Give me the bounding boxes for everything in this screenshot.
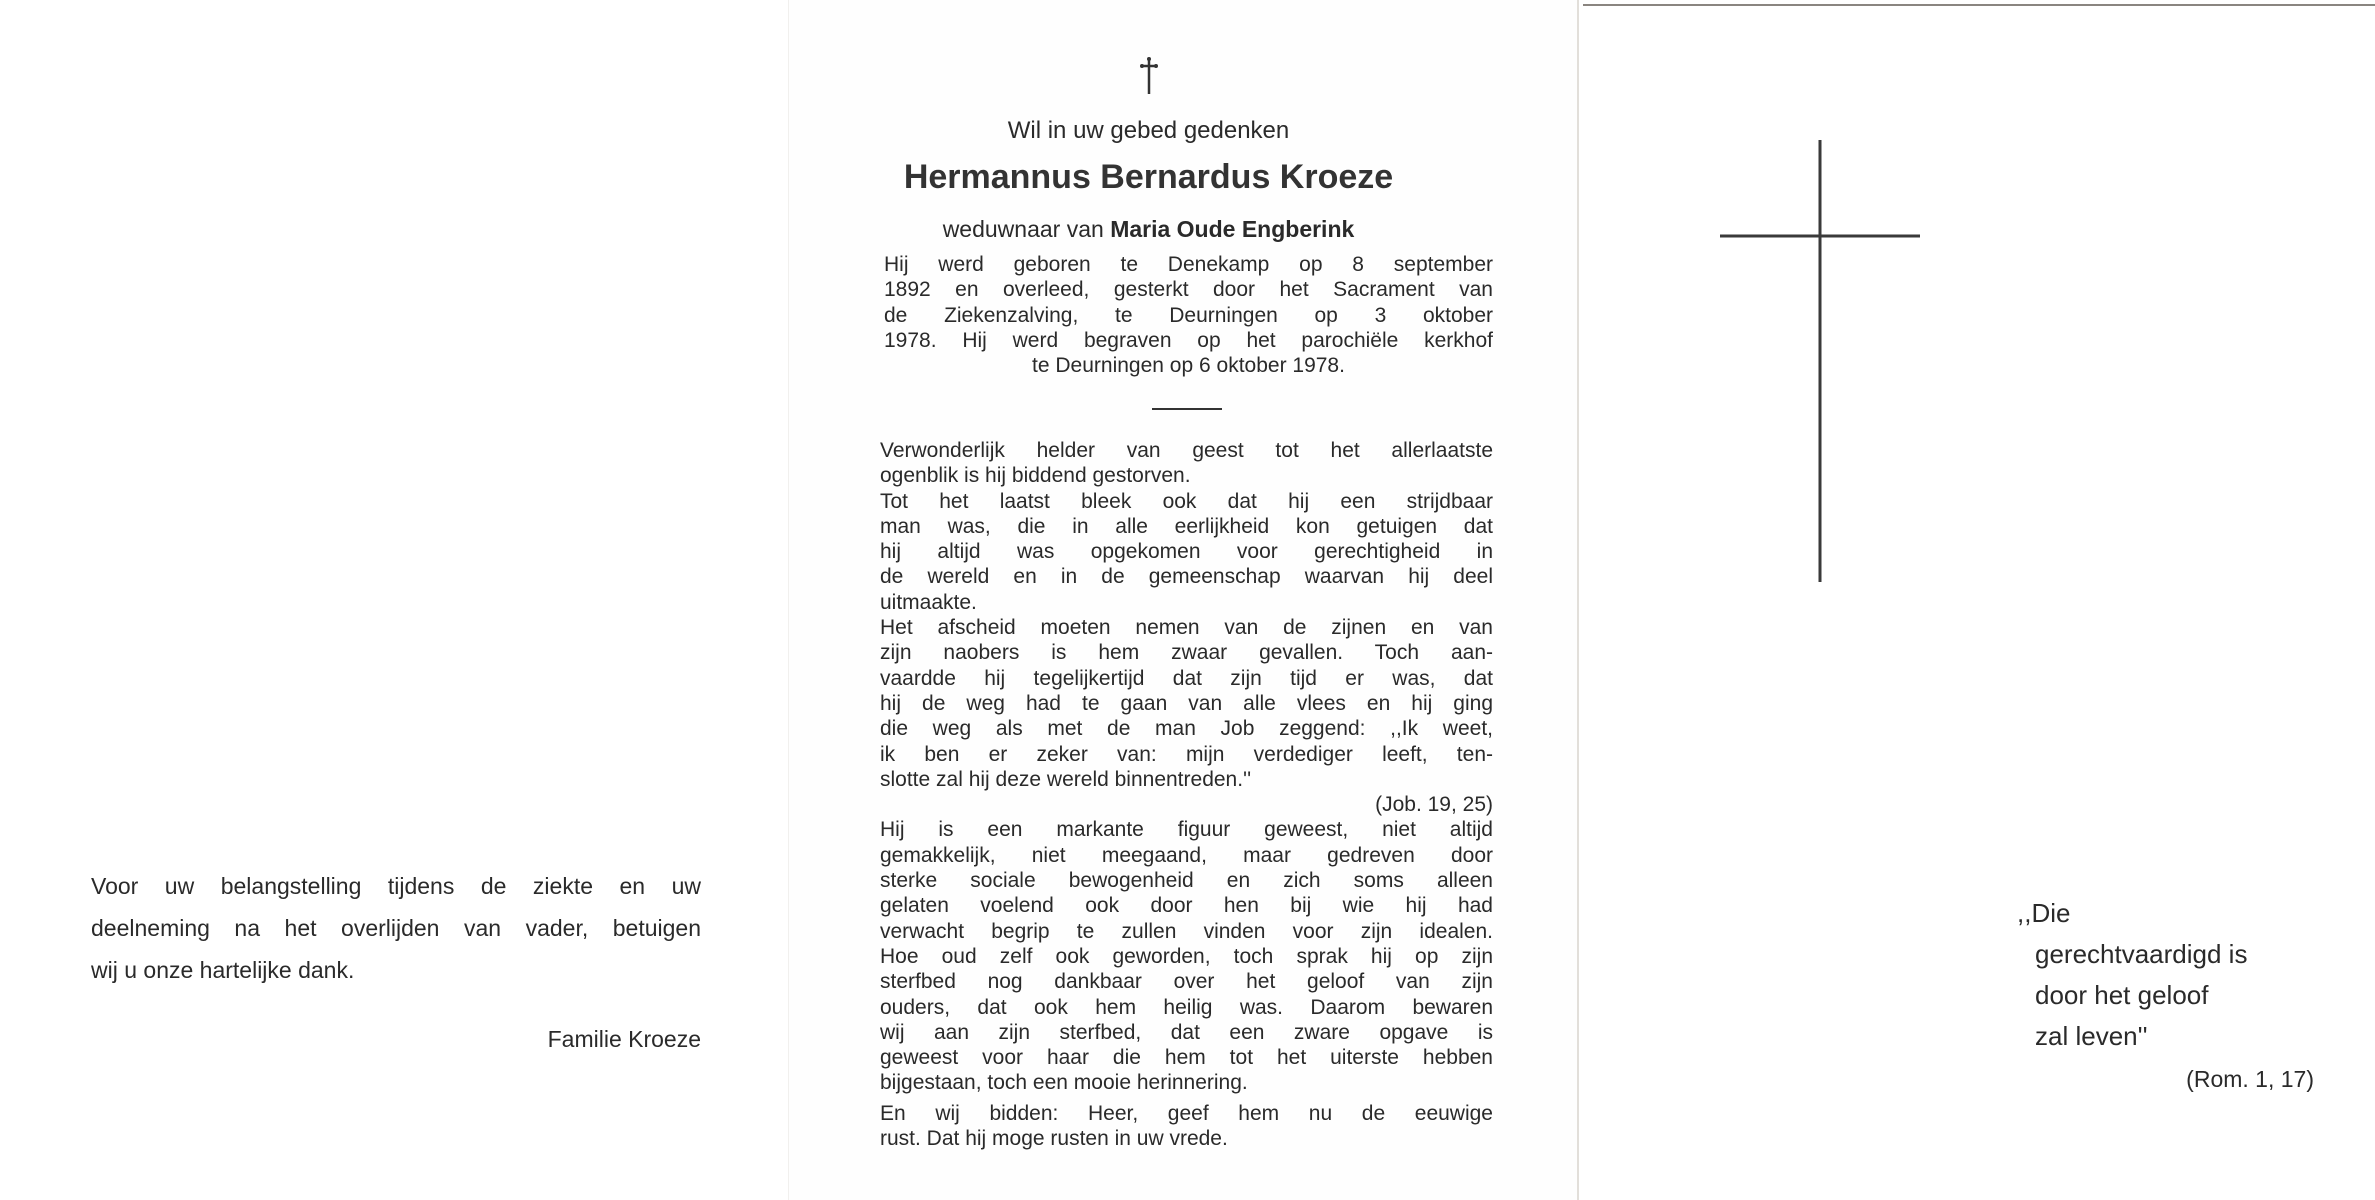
top-edge-line [1583, 4, 2375, 6]
thanks-line: Voor uw belangstelling tijdens de ziekte en uw [91, 873, 701, 899]
intro-text: Wil in uw gebed gedenken [1007, 117, 1290, 144]
body-line: sterfbed nog dankbaar over het geloof van zijn [880, 970, 1493, 994]
bio-line: de Ziekenzalving, te Deurningen op 3 oktober [884, 303, 1493, 327]
body-line: Hij is een markante figuur geweest, niet altijd [880, 818, 1493, 842]
body-line: verwacht begrip te zullen vinden voor zijn idealen. [880, 919, 1493, 943]
spouse-name: Maria Oude Engberink [1110, 216, 1355, 242]
body-line: hij altijd was opgekomen voor gerechtigheid in [880, 540, 1493, 564]
family-signature: Familie Kroeze [547, 1026, 701, 1052]
body-line: Het afscheid moeten nemen van de zijnen en van [880, 616, 1493, 640]
body-line: ogenblik is hij biddend gestorven. [880, 464, 1191, 488]
prayer-line: En wij bidden: Heer, geef hem nu de eeuwige [880, 1101, 1493, 1125]
quote-line: gerechtvaardigd is [2035, 939, 2248, 969]
bio-line: te Deurningen op 6 oktober 1978. [1032, 354, 1345, 378]
body-line: Tot het laatst bleek ook dat hij een strijdbaar [880, 489, 1493, 513]
large-cross-icon [1720, 140, 1922, 582]
body-line: de wereld en in de gemeenschap waarvan hij deel [880, 565, 1493, 589]
body-line: Verwonderlijk helder van geest tot het allerlaatste [880, 439, 1493, 462]
body-line: gelaten voelend ook door hen bij wie hij had [880, 894, 1493, 918]
body-line: die weg als met de man Job zeggend: ,,Ik weet, [880, 717, 1493, 741]
quote-reference: (Rom. 1, 17) [2186, 1066, 2314, 1092]
bio-text [884, 252, 1493, 378]
body-line: geweest voor haar die hem tot het uiterste hebben [880, 1046, 1493, 1070]
scripture-panel [1577, 0, 2375, 1200]
thanks-line: deelneming na het overlijden van vader, betuigen [91, 915, 701, 941]
memorial-panel [788, 0, 1578, 1200]
thanks-panel [0, 0, 788, 1200]
body-line: gemakkelijk, niet meegaand, maar gedreven door [880, 843, 1493, 867]
body-line: ik ben er zeker van: mijn verdediger leeft, ten- [880, 742, 1493, 766]
quote-line: door het geloof [2035, 980, 2209, 1010]
quote-line: zal leven'' [2035, 1021, 2148, 1051]
small-cross-icon [1139, 56, 1159, 96]
divider [1152, 408, 1222, 410]
quote [2017, 893, 2247, 1057]
body-line: wij aan zijn sterfbed, dat een zware opgave is [880, 1020, 1493, 1044]
body-line: slotte zal hij deze wereld binnentreden.'' [880, 767, 1252, 791]
body-line: Hoe oud zelf ook geworden, toch sprak hij op zijn [880, 944, 1493, 968]
widower-prefix: weduwnaar van [942, 216, 1104, 242]
body-line: hij de weg had te gaan van alle vlees en hij ging [880, 691, 1493, 715]
body-line: man was, die in alle eerlijkheid kon getuigen dat [880, 514, 1493, 538]
body-line: vaardde hij tegelijkertijd dat zijn tijd er was, dat [880, 666, 1493, 690]
deceased-name: Hermannus Bernardus Kroeze [903, 158, 1394, 196]
body-line: ouders, dat ook hem heilig was. Daarom bewaren [880, 995, 1493, 1019]
quote-line: ,,Die [2017, 898, 2071, 928]
body-text [880, 438, 1493, 1151]
scripture-reference: (Job. 19, 25) [1375, 793, 1493, 817]
body-line: sterke sociale bewogenheid en zich soms alleen [880, 869, 1493, 893]
body-line: uitmaakte. [880, 590, 977, 614]
thanks-text [91, 865, 701, 991]
thanks-line: wij u onze hartelijke dank. [91, 957, 355, 983]
body-line: bijgestaan, toch een mooie herinnering. [880, 1071, 1248, 1095]
bio-line: 1892 en overleed, gesterkt door het Sacrament van [884, 278, 1493, 302]
body-line: zijn naobers is hem zwaar gevallen. Toch aan- [880, 641, 1493, 665]
widower-line [789, 216, 1508, 243]
bio-line: 1978. Hij werd begraven op het parochiële kerkhof [884, 328, 1493, 352]
prayer-line: rust. Dat hij moge rusten in uw vrede. [880, 1127, 1228, 1151]
bio-line: Hij werd geboren te Denekamp op 8 september [884, 253, 1493, 276]
